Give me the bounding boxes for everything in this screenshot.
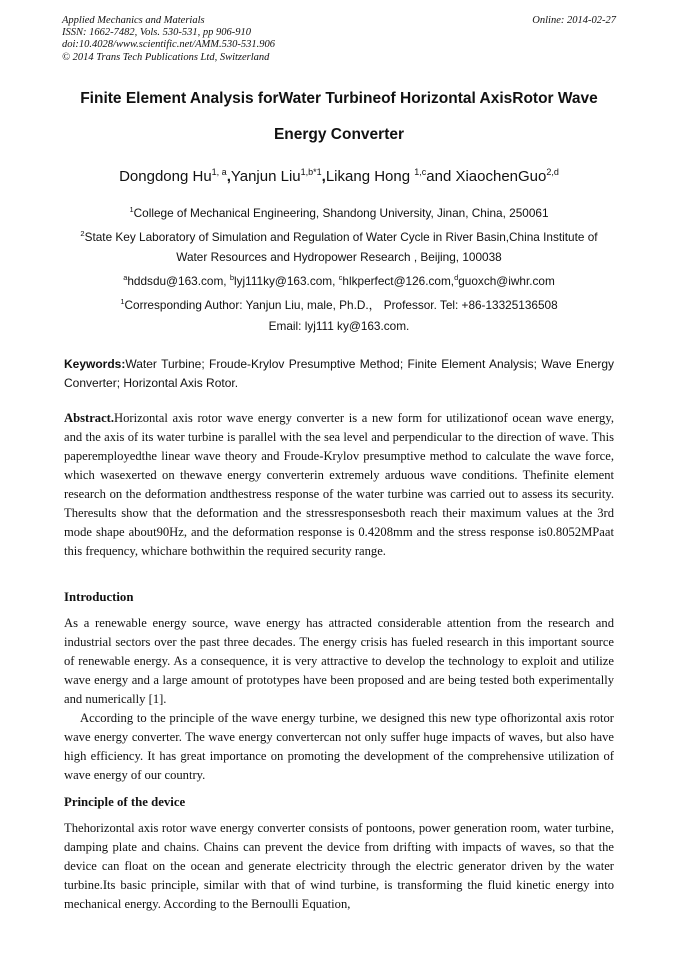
- paper-title-line-2: Energy Converter: [273, 126, 405, 143]
- keywords: [64, 355, 614, 392]
- abstract-text: Horizontal axis rotor wave energy converter is a new form for utilizationof ocean wave energy, and the axis of its water turbine is parallel with the sea level and perpendicular to the direction of wave. This paperemployedthe linear wave theory and Froude-Krylov presumptive method to calculate the wave force, which wasexerted on thewave energy converterin extremely arduous wave conditions. Thefinite element research on the deformation andthestress response of the water turbine was carried out to assess its security. Theresults show that the deformation and the stressresponsesboth reach their maximum values at the 3rd mode shape about90Hz, and the deformation response is 0.4208mm and the stress response is0.8052MPaat this frequency, whichare bothwithin the required security range.: [64, 411, 614, 558]
- section-heading-principle: Principle of the device: [64, 795, 186, 809]
- email-link[interactable]: hlkperfect@126.com,: [342, 273, 455, 288]
- keywords-text: Water Turbine; Froude-Krylov Presumptive Method; Finite Element Analysis; Wave Energy Converter; Horizontal Axis Rotor.: [64, 357, 614, 390]
- keywords-label: Keywords:: [64, 357, 126, 371]
- author-name: Likang Hong: [325, 168, 415, 185]
- copyright-line: © 2014 Trans Tech Publications Ltd, Switzerland: [62, 51, 270, 63]
- email-link[interactable]: lyj111ky@163.com,: [234, 273, 339, 288]
- author-sup: 1, a: [211, 167, 227, 177]
- online-date: Online: 2014-02-27: [532, 15, 616, 26]
- author-emails: $^a$hddsdu@163.com, $^b$lyj111ky@163.com, $^c$hlkperfect@126.com,$^d$guoxch@iwhr.com: [123, 273, 555, 288]
- author-name: and XiaochenGuo: [426, 168, 547, 185]
- author-sup: 1,b*1: [300, 167, 322, 177]
- abstract: [64, 409, 614, 561]
- paragraph: As a renewable energy source, wave energy has attracted considerable attention from the research and industrial sectors over the past three decades. The energy crisis has fueled research in this important source of renewable energy. As a consequence, it is very attractive to develop the technology to exploit and utilize wave energy and a large amount of prototypes have been proposed and are being tested both experimentally and numerically [1].: [64, 616, 614, 706]
- abstract-label: Abstract.: [64, 411, 115, 425]
- email-link[interactable]: guoxch@iwhr.com: [458, 273, 555, 288]
- author-name: Yanjun Liu: [230, 168, 301, 185]
- section-heading-introduction: Introduction: [64, 590, 134, 604]
- affiliation-2: $^2$State Key Laboratory of Simulation and Regulation of Water Cycle in River Basin,China Institute of Water Resources and Hydropower Research , Beijing, 100038: [80, 229, 598, 264]
- paper-title-line-1: Finite Element Analysis forWater Turbineof Horizontal AxisRotor Wave: [80, 90, 598, 107]
- doi-line: doi:10.4028/www.scientific.net/AMM.530-531.906: [62, 39, 275, 51]
- author-sup: 1,c: [414, 167, 427, 177]
- paragraph: According to the principle of the wave energy turbine, we designed this new type ofhorizontal axis rotor wave energy converter. The wave energy convertercan not only suffer huge impacts of waves, but also have high efficiency. It has great importance on promoting the development of the comprehensive utilization of wave energy of our country.: [64, 711, 614, 782]
- paragraph: Thehorizontal axis rotor wave energy converter consists of pontoons, power generation room, water turbine, damping plate and chains. Chains can prevent the device from drifting with impacts of waves, so that the device can float on the ocean and generate electricity through the electric generator driven by the water turbine.Its basic principle, similar with that of wind turbine, is transforming the fluid kinetic energy into mechanical energy. According to the Bernoulli Equation,: [64, 821, 614, 911]
- principle-body: [64, 819, 614, 914]
- journal-name: Applied Mechanics and Materials: [62, 15, 205, 26]
- author-list: Dongdong Hu$^{1, a}$,Yanjun Liu$^{1,b*1}$,Likang Hong $^{1,c}$and XiaochenGuo$^{2,d}$: [119, 167, 559, 185]
- email-link[interactable]: hddsdu@163.com,: [127, 273, 230, 288]
- corresponding-email: Email: lyj111 ky@163.com.: [268, 319, 410, 333]
- issn-line: ISSN: 1662-7482, Vols. 530-531, pp 906-910: [62, 27, 251, 39]
- affiliation-1: $^1$College of Mechanical Engineering, Shandong University, Jinan, China, 250061: [129, 205, 549, 220]
- corresponding-author: $^1$Corresponding Author: Yanjun Liu, male, Ph.D.， Professor. Tel: +86-13325136508: [120, 297, 558, 312]
- journal-header: [62, 15, 616, 64]
- author-sup: 2,d: [546, 167, 559, 177]
- author-name: Dongdong Hu: [119, 168, 212, 185]
- introduction-body: [64, 614, 614, 785]
